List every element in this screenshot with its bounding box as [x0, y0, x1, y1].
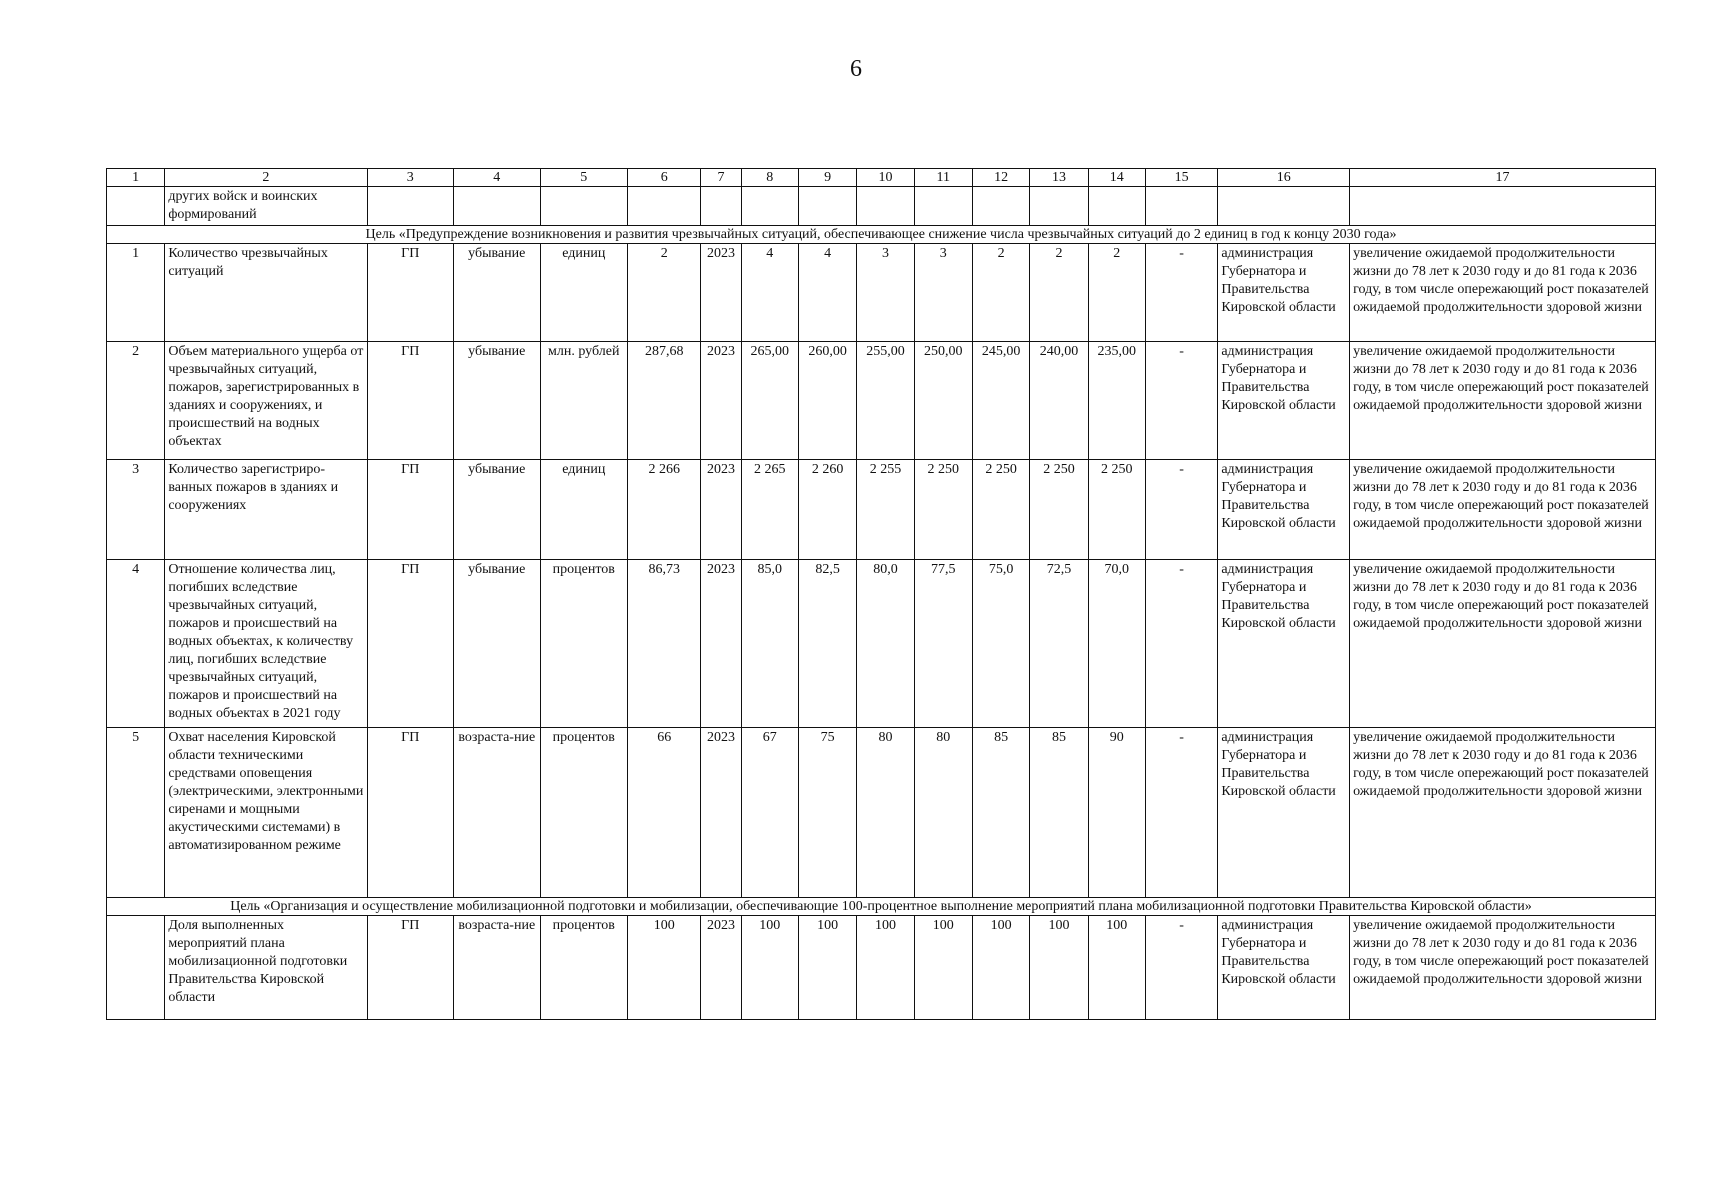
value-col-8: 67	[741, 728, 798, 898]
col-15-dash: -	[1145, 460, 1217, 560]
value-col-11: 100	[914, 916, 972, 1020]
column-number-7: 7	[701, 169, 741, 187]
value-col-11: 2 250	[914, 460, 972, 560]
indicator-row	[107, 728, 1656, 898]
level-code: ГП	[367, 916, 454, 1020]
col-15-dash: -	[1145, 560, 1217, 728]
national-goal-link: увеличение ожидаемой продолжительности жизни до 78 лет к 2030 году и до 81 года к 2036 году, в том числе опережающий рост показателей ожидаемой продолжительности здоровой жизни	[1350, 342, 1656, 460]
unit: процентов	[540, 560, 628, 728]
base-year: 2023	[701, 460, 741, 560]
value-col-9: 100	[798, 916, 856, 1020]
col-15-dash: -	[1145, 916, 1217, 1020]
column-number-14: 14	[1088, 169, 1145, 187]
value-col-14: 100	[1088, 916, 1145, 1020]
row-number: 1	[107, 244, 165, 342]
indicators-table	[106, 168, 1656, 1020]
level-code: ГП	[367, 460, 454, 560]
base-value: 287,68	[628, 342, 701, 460]
national-goal-link: увеличение ожидаемой продолжительности жизни до 78 лет к 2030 году и до 81 года к 2036 году, в том числе опережающий рост показателей ожидаемой продолжительности здоровой жизни	[1350, 728, 1656, 898]
value-col-12: 100	[972, 916, 1029, 1020]
row-number: 4	[107, 560, 165, 728]
unit: млн. рублей	[540, 342, 628, 460]
column-number-3: 3	[367, 169, 454, 187]
level-code: ГП	[367, 728, 454, 898]
unit: процентов	[540, 916, 628, 1020]
column-number-15: 15	[1145, 169, 1217, 187]
continuation-name: других войск и воинских формирований	[165, 187, 367, 226]
trend-direction: возраста-ние	[454, 916, 541, 1020]
goal-2-text: Цель «Организация и осуществление мобилизационной подготовки и мобилизации, обеспечивающие 100-процентное выполнение мероприятий плана мобилизационной подготовки Правительства Кировской области»	[107, 898, 1656, 916]
indicator-name: Объем материального ущерба от чрезвычайных ситуаций, пожаров, зарегистрированных в зданиях и сооружениях, и происшествий на водных объектах	[165, 342, 367, 460]
trend-direction: возраста-ние	[454, 728, 541, 898]
unit: процентов	[540, 728, 628, 898]
value-col-10: 3	[857, 244, 914, 342]
value-col-8: 4	[741, 244, 798, 342]
indicator-row	[107, 916, 1656, 1020]
value-col-10: 2 255	[857, 460, 914, 560]
indicator-row	[107, 560, 1656, 728]
unit: единиц	[540, 460, 628, 560]
column-number-5: 5	[540, 169, 628, 187]
indicator-row	[107, 460, 1656, 560]
responsible-body: администрация Губернатора и Правительства Кировской области	[1218, 916, 1350, 1020]
value-col-13: 2	[1030, 244, 1088, 342]
unit: единиц	[540, 244, 628, 342]
column-number-16: 16	[1218, 169, 1350, 187]
value-col-8: 265,00	[741, 342, 798, 460]
column-number-11: 11	[914, 169, 972, 187]
goal-row-2	[107, 898, 1656, 916]
base-value: 2	[628, 244, 701, 342]
value-col-13: 85	[1030, 728, 1088, 898]
responsible-body: администрация Губернатора и Правительства Кировской области	[1218, 342, 1350, 460]
trend-direction: убывание	[454, 460, 541, 560]
value-col-9: 2 260	[798, 460, 856, 560]
base-value: 2 266	[628, 460, 701, 560]
col-15-dash: -	[1145, 342, 1217, 460]
column-number-8: 8	[741, 169, 798, 187]
value-col-10: 80	[857, 728, 914, 898]
value-col-13: 2 250	[1030, 460, 1088, 560]
row-number: 3	[107, 460, 165, 560]
value-col-13: 240,00	[1030, 342, 1088, 460]
value-col-12: 245,00	[972, 342, 1029, 460]
column-number-6: 6	[628, 169, 701, 187]
value-col-14: 70,0	[1088, 560, 1145, 728]
value-col-13: 72,5	[1030, 560, 1088, 728]
column-number-9: 9	[798, 169, 856, 187]
value-col-10: 255,00	[857, 342, 914, 460]
trend-direction: убывание	[454, 244, 541, 342]
level-code: ГП	[367, 244, 454, 342]
indicator-row	[107, 342, 1656, 460]
value-col-11: 3	[914, 244, 972, 342]
value-col-10: 100	[857, 916, 914, 1020]
col-15-dash: -	[1145, 244, 1217, 342]
value-col-14: 2	[1088, 244, 1145, 342]
value-col-8: 85,0	[741, 560, 798, 728]
value-col-9: 75	[798, 728, 856, 898]
responsible-body: администрация Губернатора и Правительства Кировской области	[1218, 560, 1350, 728]
column-number-12: 12	[972, 169, 1029, 187]
value-col-8: 2 265	[741, 460, 798, 560]
value-col-14: 2 250	[1088, 460, 1145, 560]
trend-direction: убывание	[454, 560, 541, 728]
column-number-4: 4	[454, 169, 541, 187]
value-col-12: 85	[972, 728, 1029, 898]
base-year: 2023	[701, 728, 741, 898]
base-value: 86,73	[628, 560, 701, 728]
value-col-10: 80,0	[857, 560, 914, 728]
base-value: 100	[628, 916, 701, 1020]
value-col-9: 4	[798, 244, 856, 342]
column-number-1: 1	[107, 169, 165, 187]
indicator-name: Отношение количества лиц, погибших вследствие чрезвычайных ситуаций, пожаров и происшествий на водных объектах, к количеству лиц, погибших вследствие чрезвычайных ситуаций, пожаров и происшествий на водных объектах в 2021 году	[165, 560, 367, 728]
indicator-name: Охват населения Кировской области техническими средствами оповещения (электрическими, электронными сиренами и мощными акустическими системами) в автоматизированном режиме	[165, 728, 367, 898]
row-number	[107, 916, 165, 1020]
value-col-11: 77,5	[914, 560, 972, 728]
base-value: 66	[628, 728, 701, 898]
value-col-9: 82,5	[798, 560, 856, 728]
value-col-14: 235,00	[1088, 342, 1145, 460]
column-number-17: 17	[1350, 169, 1656, 187]
continuation-row	[107, 187, 1656, 226]
base-year: 2023	[701, 916, 741, 1020]
value-col-12: 2	[972, 244, 1029, 342]
goal-row-1	[107, 226, 1656, 244]
value-col-11: 80	[914, 728, 972, 898]
value-col-13: 100	[1030, 916, 1088, 1020]
national-goal-link: увеличение ожидаемой продолжительности жизни до 78 лет к 2030 году и до 81 года к 2036 году, в том числе опережающий рост показателей ожидаемой продолжительности здоровой жизни	[1350, 244, 1656, 342]
goal-1-text: Цель «Предупреждение возникновения и развития чрезвычайных ситуаций, обеспечивающее снижение числа чрезвычайных ситуаций до 2 единиц в год к концу 2030 года»	[107, 226, 1656, 244]
value-col-14: 90	[1088, 728, 1145, 898]
responsible-body: администрация Губернатора и Правительства Кировской области	[1218, 244, 1350, 342]
indicator-row	[107, 244, 1656, 342]
base-year: 2023	[701, 342, 741, 460]
indicator-name: Количество чрезвычайных ситуаций	[165, 244, 367, 342]
value-col-9: 260,00	[798, 342, 856, 460]
row-number: 5	[107, 728, 165, 898]
indicator-name: Количество зарегистриро-ванных пожаров в зданиях и сооружениях	[165, 460, 367, 560]
column-number-header	[107, 169, 1656, 187]
indicator-name: Доля выполненных мероприятий плана мобилизационной подготовки Правительства Кировской области	[165, 916, 367, 1020]
base-year: 2023	[701, 244, 741, 342]
row-number: 2	[107, 342, 165, 460]
responsible-body: администрация Губернатора и Правительства Кировской области	[1218, 460, 1350, 560]
national-goal-link: увеличение ожидаемой продолжительности жизни до 78 лет к 2030 году и до 81 года к 2036 году, в том числе опережающий рост показателей ожидаемой продолжительности здоровой жизни	[1350, 560, 1656, 728]
column-number-10: 10	[857, 169, 914, 187]
national-goal-link: увеличение ожидаемой продолжительности жизни до 78 лет к 2030 году и до 81 года к 2036 году, в том числе опережающий рост показателей ожидаемой продолжительности здоровой жизни	[1350, 916, 1656, 1020]
level-code: ГП	[367, 560, 454, 728]
level-code: ГП	[367, 342, 454, 460]
value-col-12: 75,0	[972, 560, 1029, 728]
trend-direction: убывание	[454, 342, 541, 460]
col-15-dash: -	[1145, 728, 1217, 898]
column-number-13: 13	[1030, 169, 1088, 187]
column-number-2: 2	[165, 169, 367, 187]
value-col-11: 250,00	[914, 342, 972, 460]
value-col-12: 2 250	[972, 460, 1029, 560]
page-number: 6	[850, 56, 862, 82]
value-col-8: 100	[741, 916, 798, 1020]
national-goal-link: увеличение ожидаемой продолжительности жизни до 78 лет к 2030 году и до 81 года к 2036 году, в том числе опережающий рост показателей ожидаемой продолжительности здоровой жизни	[1350, 460, 1656, 560]
base-year: 2023	[701, 560, 741, 728]
responsible-body: администрация Губернатора и Правительства Кировской области	[1218, 728, 1350, 898]
